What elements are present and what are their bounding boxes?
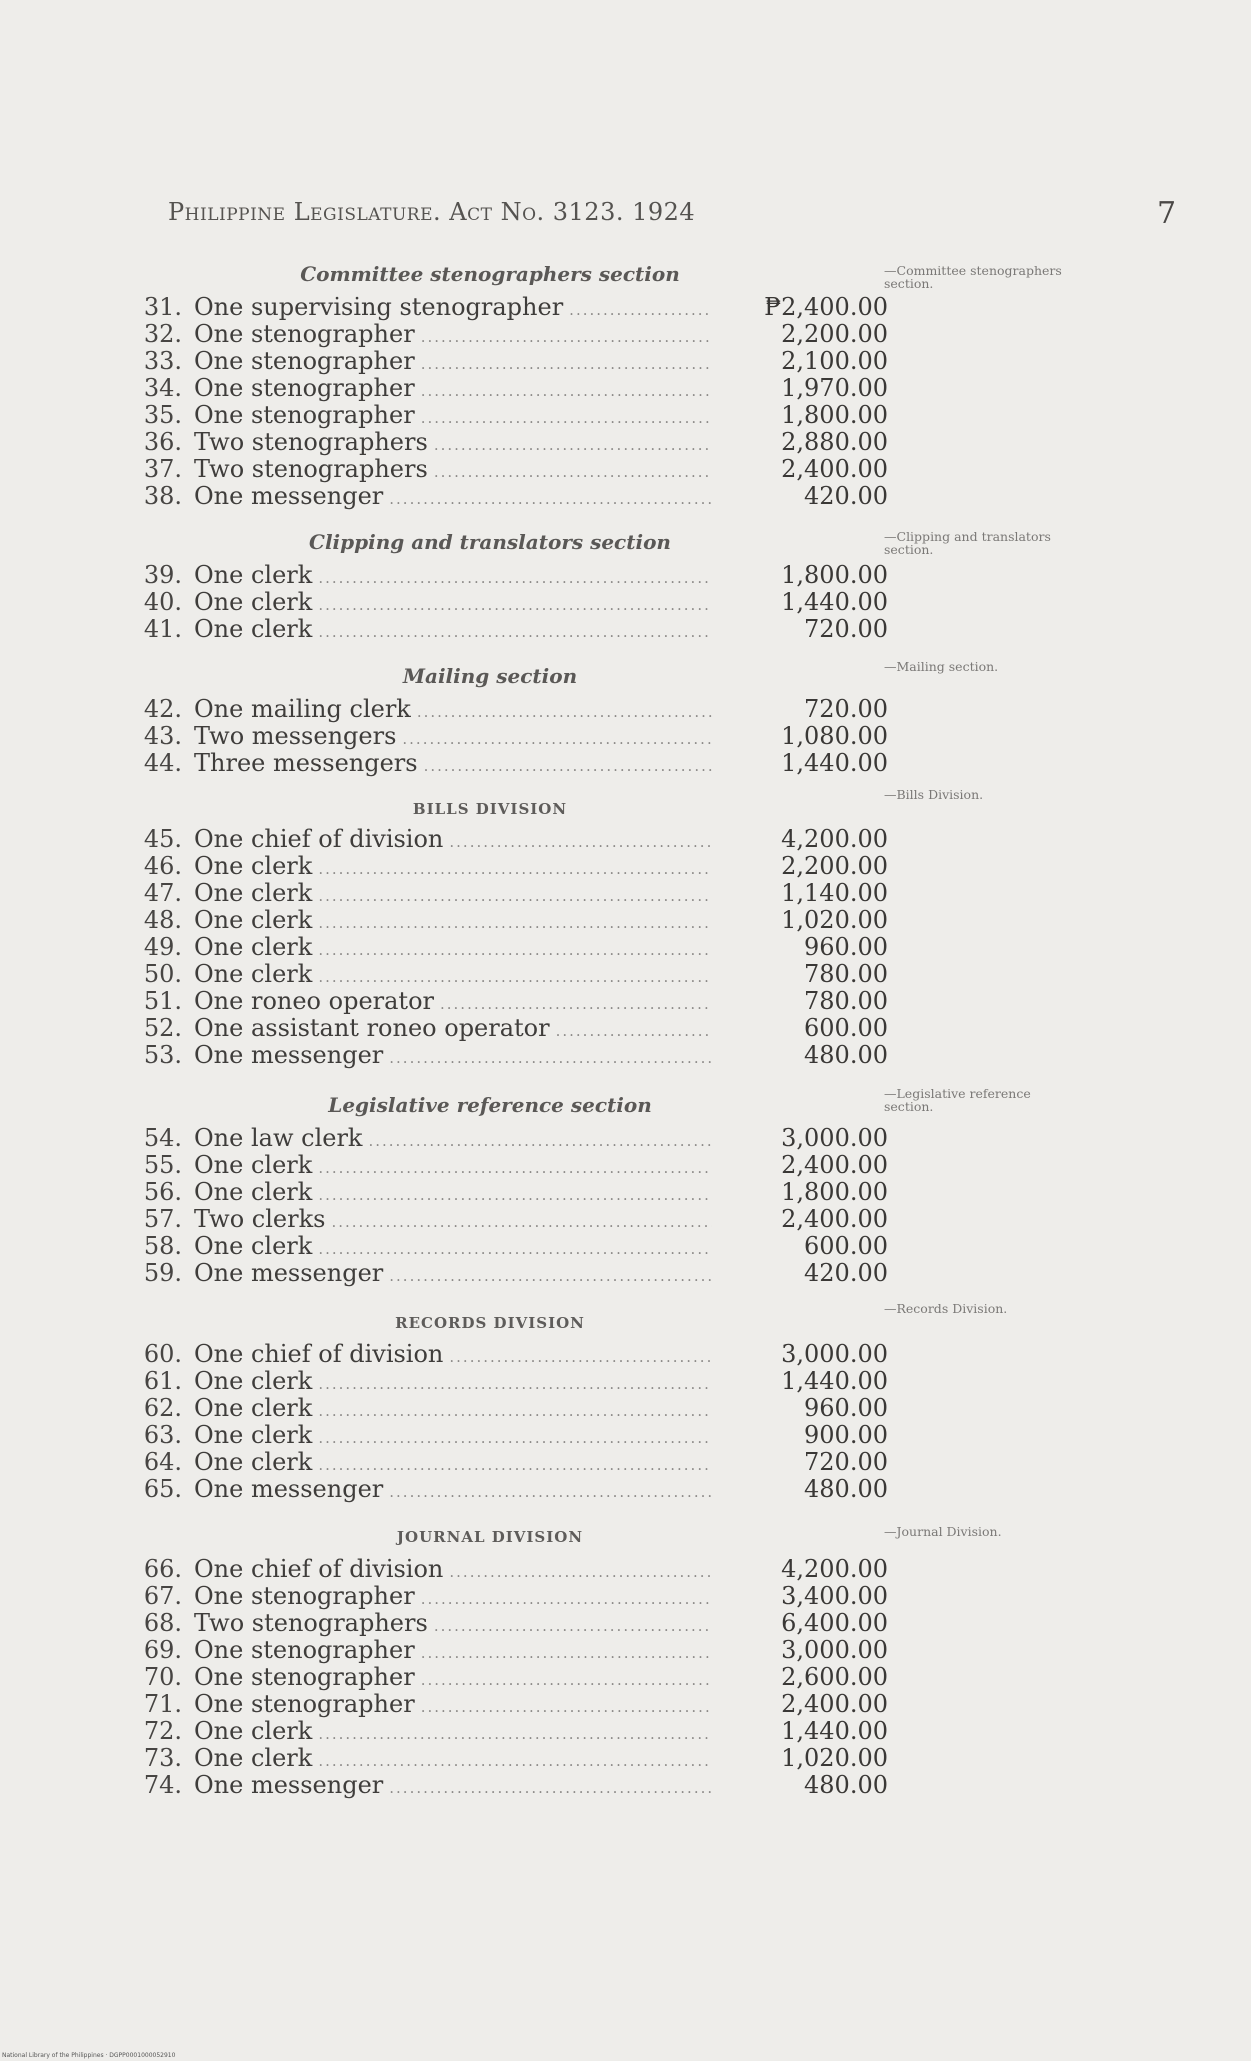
list-item (128, 321, 888, 348)
dot-leader (318, 592, 712, 619)
dot-leader (389, 1479, 712, 1506)
margin-note: —Mailing section. (884, 659, 999, 674)
item-number: 53. (143, 1041, 182, 1069)
item-description: One mailing clerk (194, 695, 411, 723)
item-description: One clerk (194, 960, 313, 988)
item-amount: 3,000.00 (781, 1340, 888, 1368)
item-number: 66. (143, 1555, 182, 1583)
list-item (128, 1449, 888, 1476)
item-description: One clerk (194, 906, 313, 934)
item-amount: 1,020.00 (781, 906, 888, 934)
item-number: 31. (143, 293, 182, 321)
item-number: 40. (143, 588, 182, 616)
item-number: 64. (143, 1448, 182, 1476)
dot-leader (569, 297, 712, 324)
dot-leader (318, 1371, 712, 1398)
item-amount: 780.00 (804, 987, 888, 1015)
item-description: One roneo operator (194, 987, 434, 1015)
dot-leader (389, 1775, 712, 1802)
dot-leader (449, 1559, 712, 1586)
item-number: 35. (143, 401, 182, 429)
item-number: 68. (143, 1609, 182, 1637)
section-title: RECORDS DIVISION (395, 1314, 585, 1332)
item-number: 55. (143, 1151, 182, 1179)
item-amount: 6,400.00 (781, 1609, 888, 1637)
item-description: One supervising stenographer (194, 293, 564, 321)
list-item (128, 1637, 888, 1664)
item-number: 60. (143, 1340, 182, 1368)
dot-leader (368, 1128, 712, 1155)
item-amount: 480.00 (804, 1041, 888, 1069)
item-description: One stenographer (194, 1636, 415, 1664)
item-number: 46. (143, 852, 182, 880)
item-number: 49. (143, 933, 182, 961)
item-amount: 720.00 (804, 1448, 888, 1476)
list-item (128, 1341, 888, 1368)
list-item (128, 483, 888, 510)
list-item (128, 1691, 888, 1718)
item-number: 56. (143, 1178, 182, 1206)
item-description: Two stenographers (194, 455, 428, 483)
dot-leader (417, 699, 712, 726)
item-number: 51. (143, 987, 182, 1015)
item-amount: 1,800.00 (781, 1178, 888, 1206)
dot-leader (318, 1155, 712, 1182)
item-amount: 720.00 (804, 615, 888, 643)
item-description: One clerk (194, 1367, 313, 1395)
section-title: JOURNAL DIVISION (396, 1528, 584, 1546)
section-title: Mailing section (402, 664, 578, 688)
margin-note: —Committee stenographers section. (884, 263, 1062, 291)
item-number: 57. (143, 1205, 182, 1233)
item-description: One law clerk (194, 1124, 363, 1152)
item-amount: 2,400.00 (781, 1151, 888, 1179)
list-item (128, 723, 888, 750)
item-amount: 2,880.00 (781, 428, 888, 456)
item-description: Two stenographers (194, 428, 428, 456)
list-item (128, 1260, 888, 1287)
list-item (128, 880, 888, 907)
section-title: BILLS DIVISION (412, 800, 568, 818)
item-number: 37. (143, 455, 182, 483)
item-number: 47. (143, 879, 182, 907)
item-description: One clerk (194, 1717, 313, 1745)
margin-note: —Journal Division. (884, 1524, 1002, 1539)
dot-leader (389, 1263, 712, 1290)
item-description: One clerk (194, 1151, 313, 1179)
item-amount: 2,600.00 (781, 1663, 888, 1691)
list-item (128, 1556, 888, 1583)
list-item (128, 1583, 888, 1610)
item-number: 39. (143, 561, 182, 589)
item-amount: 1,970.00 (781, 374, 888, 402)
dot-leader (421, 405, 712, 432)
dot-leader (421, 324, 712, 351)
dot-leader (318, 565, 712, 592)
item-amount: 1,440.00 (781, 749, 888, 777)
item-amount: 900.00 (804, 1421, 888, 1449)
item-amount: 2,400.00 (781, 455, 888, 483)
item-number: 38. (143, 482, 182, 510)
item-description: One clerk (194, 615, 313, 643)
item-amount: 3,400.00 (781, 1582, 888, 1610)
list-item (128, 294, 888, 321)
item-number: 67. (143, 1582, 182, 1610)
dot-leader (318, 619, 712, 646)
item-description: One clerk (194, 933, 313, 961)
item-description: One chief of division (194, 825, 444, 853)
item-description: One messenger (194, 1475, 384, 1503)
item-description: One messenger (194, 482, 384, 510)
source-footer: National Library of the Philippines · DGPP0001000052910 (2, 2052, 176, 2059)
item-amount: 2,100.00 (781, 347, 888, 375)
item-amount: 1,080.00 (781, 722, 888, 750)
item-description: Two clerks (194, 1205, 326, 1233)
margin-note: —Legislative reference section. (884, 1086, 1031, 1114)
item-amount: 1,140.00 (781, 879, 888, 907)
dot-leader (421, 378, 712, 405)
dot-leader (318, 1425, 712, 1452)
item-amount: 960.00 (804, 1394, 888, 1422)
list-item (128, 1745, 888, 1772)
item-description: One stenographer (194, 320, 415, 348)
item-amount: 3,000.00 (781, 1124, 888, 1152)
item-description: One clerk (194, 1448, 313, 1476)
item-number: 71. (143, 1690, 182, 1718)
item-number: 50. (143, 960, 182, 988)
item-amount: 1,800.00 (781, 401, 888, 429)
item-description: Two messengers (194, 722, 397, 750)
dot-leader (556, 1018, 712, 1045)
item-number: 36. (143, 428, 182, 456)
item-amount: 1,440.00 (781, 1717, 888, 1745)
list-item (128, 1179, 888, 1206)
item-number: 69. (143, 1636, 182, 1664)
item-number: 59. (143, 1259, 182, 1287)
section-title: Clipping and translators section (309, 530, 671, 554)
dot-leader (421, 1586, 712, 1613)
item-description: One stenographer (194, 347, 415, 375)
list-item (128, 1368, 888, 1395)
item-number: 41. (143, 615, 182, 643)
dot-leader (318, 1182, 712, 1209)
dot-leader (389, 486, 712, 513)
item-number: 62. (143, 1394, 182, 1422)
item-description: One messenger (194, 1041, 384, 1069)
item-description: One clerk (194, 561, 313, 589)
dot-leader (318, 910, 712, 937)
list-item (128, 1233, 888, 1260)
list-item (128, 961, 888, 988)
item-number: 43. (143, 722, 182, 750)
item-amount: 1,440.00 (781, 588, 888, 616)
item-amount: 2,400.00 (781, 1690, 888, 1718)
item-description: One chief of division (194, 1555, 444, 1583)
item-number: 32. (143, 320, 182, 348)
item-amount: 600.00 (804, 1014, 888, 1042)
item-number: 58. (143, 1232, 182, 1260)
item-amount: 1,020.00 (781, 1744, 888, 1772)
item-number: 54. (143, 1124, 182, 1152)
item-amount: 420.00 (804, 1259, 888, 1287)
item-amount: 960.00 (804, 933, 888, 961)
item-number: 73. (143, 1744, 182, 1772)
list-item (128, 348, 888, 375)
dot-leader (318, 856, 712, 883)
item-number: 63. (143, 1421, 182, 1449)
item-number: 74. (143, 1771, 182, 1799)
item-number: 42. (143, 695, 182, 723)
margin-note: —Bills Division. (884, 787, 984, 802)
item-description: One clerk (194, 879, 313, 907)
section-title: Legislative reference section (328, 1093, 652, 1117)
dot-leader (434, 459, 712, 486)
item-amount: 4,200.00 (781, 825, 888, 853)
list-item (128, 1772, 888, 1799)
list-item (128, 375, 888, 402)
item-description: One chief of division (194, 1340, 444, 1368)
dot-leader (318, 1721, 712, 1748)
list-item (128, 750, 888, 777)
item-number: 65. (143, 1475, 182, 1503)
item-amount: 1,440.00 (781, 1367, 888, 1395)
item-amount: 780.00 (804, 960, 888, 988)
item-description: One clerk (194, 1394, 313, 1422)
item-description: One clerk (194, 852, 313, 880)
page-number: 7 (1157, 196, 1177, 231)
list-item (128, 1476, 888, 1503)
list-item (128, 1152, 888, 1179)
item-amount: 480.00 (804, 1475, 888, 1503)
item-description: One stenographer (194, 1663, 415, 1691)
dot-leader (318, 883, 712, 910)
item-description: One clerk (194, 1421, 313, 1449)
dot-leader (449, 829, 712, 856)
item-amount: 4,200.00 (781, 1555, 888, 1583)
item-amount: 600.00 (804, 1232, 888, 1260)
item-description: Two stenographers (194, 1609, 428, 1637)
item-amount: 2,400.00 (781, 1205, 888, 1233)
dot-leader (421, 1640, 712, 1667)
item-number: 45. (143, 825, 182, 853)
list-item (128, 988, 888, 1015)
item-number: 52. (143, 1014, 182, 1042)
dot-leader (449, 1344, 712, 1371)
item-description: One clerk (194, 1744, 313, 1772)
dot-leader (421, 1667, 712, 1694)
list-item (128, 853, 888, 880)
list-item (128, 1125, 888, 1152)
list-item (128, 907, 888, 934)
item-amount: 1,800.00 (781, 561, 888, 589)
list-item (128, 696, 888, 723)
dot-leader (389, 1045, 712, 1072)
item-amount: 480.00 (804, 1771, 888, 1799)
dot-leader (331, 1209, 712, 1236)
item-description: One stenographer (194, 1690, 415, 1718)
list-item (128, 562, 888, 589)
dot-leader (402, 726, 712, 753)
dot-leader (421, 1694, 712, 1721)
item-amount: 3,000.00 (781, 1636, 888, 1664)
item-number: 44. (143, 749, 182, 777)
item-amount: 2,200.00 (781, 320, 888, 348)
dot-leader (318, 1398, 712, 1425)
list-item (128, 616, 888, 643)
item-number: 33. (143, 347, 182, 375)
dot-leader (318, 937, 712, 964)
list-item (128, 1206, 888, 1233)
item-description: One messenger (194, 1259, 384, 1287)
dot-leader (424, 753, 712, 780)
item-description: Three messengers (194, 749, 418, 777)
item-amount: 2,200.00 (781, 852, 888, 880)
item-description: One clerk (194, 588, 313, 616)
item-description: One stenographer (194, 1582, 415, 1610)
list-item (128, 589, 888, 616)
list-item (128, 1395, 888, 1422)
item-number: 72. (143, 1717, 182, 1745)
list-item (128, 1718, 888, 1745)
item-number: 48. (143, 906, 182, 934)
running-head: Philippine Legislature. Act No. 3123. 1924 (168, 198, 696, 226)
item-number: 61. (143, 1367, 182, 1395)
dot-leader (434, 432, 712, 459)
list-item (128, 429, 888, 456)
list-item (128, 1422, 888, 1449)
item-amount: 720.00 (804, 695, 888, 723)
margin-note: —Clipping and translators section. (884, 529, 1051, 557)
list-item (128, 1664, 888, 1691)
item-description: One stenographer (194, 374, 415, 402)
list-item (128, 402, 888, 429)
item-description: One messenger (194, 1771, 384, 1799)
list-item (128, 456, 888, 483)
list-item (128, 1610, 888, 1637)
dot-leader (434, 1613, 712, 1640)
section-title: Committee stenographers section (300, 262, 680, 286)
item-description: One clerk (194, 1232, 313, 1260)
list-item (128, 934, 888, 961)
dot-leader (421, 351, 712, 378)
item-number: 34. (143, 374, 182, 402)
item-number: 70. (143, 1663, 182, 1691)
list-item (128, 1015, 888, 1042)
item-description: One assistant roneo operator (194, 1014, 550, 1042)
item-amount: 420.00 (804, 482, 888, 510)
item-amount: ₱2,400.00 (764, 293, 888, 321)
margin-note: —Records Division. (884, 1301, 1008, 1316)
list-item (128, 1042, 888, 1069)
list-item (128, 826, 888, 853)
item-description: One clerk (194, 1178, 313, 1206)
item-description: One stenographer (194, 401, 415, 429)
